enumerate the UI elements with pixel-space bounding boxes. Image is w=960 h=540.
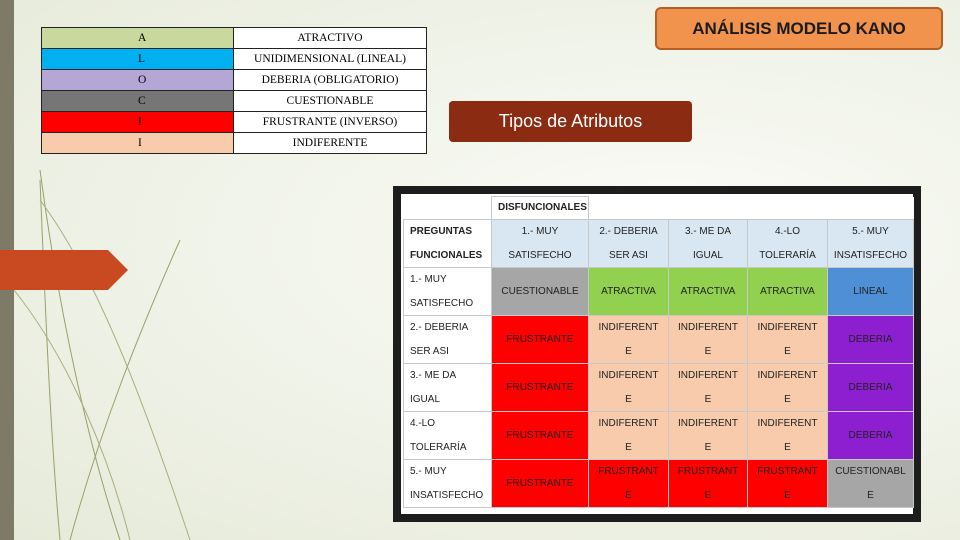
- matrix-cell: ATRACTIVA: [669, 268, 748, 316]
- matrix-cell: ATRACTIVA: [748, 268, 828, 316]
- matrix-cell: FRUSTRANTE: [492, 316, 589, 364]
- column-header: 5.- MUY INSATISFECHO: [828, 220, 914, 268]
- header-blank: [589, 197, 914, 220]
- legend-code: L: [42, 49, 234, 70]
- table-row: [404, 364, 914, 412]
- disfuncionales-header: DISFUNCIONALES: [492, 197, 589, 220]
- matrix-cell: DEBERIA: [828, 412, 914, 460]
- legend-label: FRUSTRANTE (INVERSO): [234, 112, 427, 133]
- matrix-cell: DEBERIA: [828, 364, 914, 412]
- kano-evaluation-table: [403, 196, 914, 508]
- matrix-cell: INDIFERENT E: [589, 364, 669, 412]
- matrix-cell: INDIFERENT E: [748, 364, 828, 412]
- matrix-cell: INDIFERENT E: [669, 364, 748, 412]
- legend-row: [42, 112, 427, 133]
- column-header: 2.- DEBERIA SER ASI: [589, 220, 669, 268]
- matrix-cell: INDIFERENT E: [589, 316, 669, 364]
- funcionales-corner: PREGUNTAS FUNCIONALES: [404, 220, 492, 268]
- legend-table: [41, 27, 427, 154]
- matrix-cell: FRUSTRANT E: [589, 460, 669, 508]
- legend-code: I: [42, 133, 234, 154]
- slide-title: ANÁLISIS MODELO KANO: [655, 7, 943, 50]
- legend-row: [42, 70, 427, 91]
- table-row: [404, 316, 914, 364]
- legend-label: INDIFERENTE: [234, 133, 427, 154]
- legend-row: [42, 91, 427, 112]
- row-header: 4.-LO TOLERARÍA: [404, 412, 492, 460]
- column-header: 3.- ME DA IGUAL: [669, 220, 748, 268]
- matrix-cell: INDIFERENT E: [748, 412, 828, 460]
- matrix-corner-blank: [404, 197, 492, 220]
- row-header: 2.- DEBERIA SER ASI: [404, 316, 492, 364]
- table-row: [404, 268, 914, 316]
- matrix-cell: LINEAL: [828, 268, 914, 316]
- legend-code: O: [42, 70, 234, 91]
- table-row: [404, 460, 914, 508]
- matrix-cell: INDIFERENT E: [669, 316, 748, 364]
- matrix-cell: ATRACTIVA: [589, 268, 669, 316]
- matrix-cell: CUESTIONABL E: [828, 460, 914, 508]
- legend-label: ATRACTIVO: [234, 28, 427, 49]
- matrix-cell: FRUSTRANT E: [748, 460, 828, 508]
- legend-code: C: [42, 91, 234, 112]
- matrix-cell: INDIFERENT E: [589, 412, 669, 460]
- row-header: 3.- ME DA IGUAL: [404, 364, 492, 412]
- legend-row: [42, 133, 427, 154]
- row-header: 5.- MUY INSATISFECHO: [404, 460, 492, 508]
- matrix-cell: FRUSTRANTE: [492, 412, 589, 460]
- legend-code: I: [42, 112, 234, 133]
- legend-label: CUESTIONABLE: [234, 91, 427, 112]
- kano-matrix-frame: [393, 186, 921, 522]
- subtitle-banner: Tipos de Atributos: [449, 101, 692, 142]
- legend-label: UNIDIMENSIONAL (LINEAL): [234, 49, 427, 70]
- orange-tab-marker: [0, 250, 108, 290]
- legend-label: DEBERIA (OBLIGATORIO): [234, 70, 427, 91]
- table-row: [404, 412, 914, 460]
- matrix-cell: CUESTIONABLE: [492, 268, 589, 316]
- matrix-cell: FRUSTRANT E: [669, 460, 748, 508]
- matrix-cell: DEBERIA: [828, 316, 914, 364]
- matrix-cell: INDIFERENT E: [748, 316, 828, 364]
- matrix-cell: FRUSTRANTE: [492, 364, 589, 412]
- matrix-cell: INDIFERENT E: [669, 412, 748, 460]
- legend-code: A: [42, 28, 234, 49]
- legend-row: [42, 28, 427, 49]
- matrix-cell: FRUSTRANTE: [492, 460, 589, 508]
- column-header: 1.- MUY SATISFECHO: [492, 220, 589, 268]
- row-header: 1.- MUY SATISFECHO: [404, 268, 492, 316]
- column-header: 4.-LO TOLERARÍA: [748, 220, 828, 268]
- legend-row: [42, 49, 427, 70]
